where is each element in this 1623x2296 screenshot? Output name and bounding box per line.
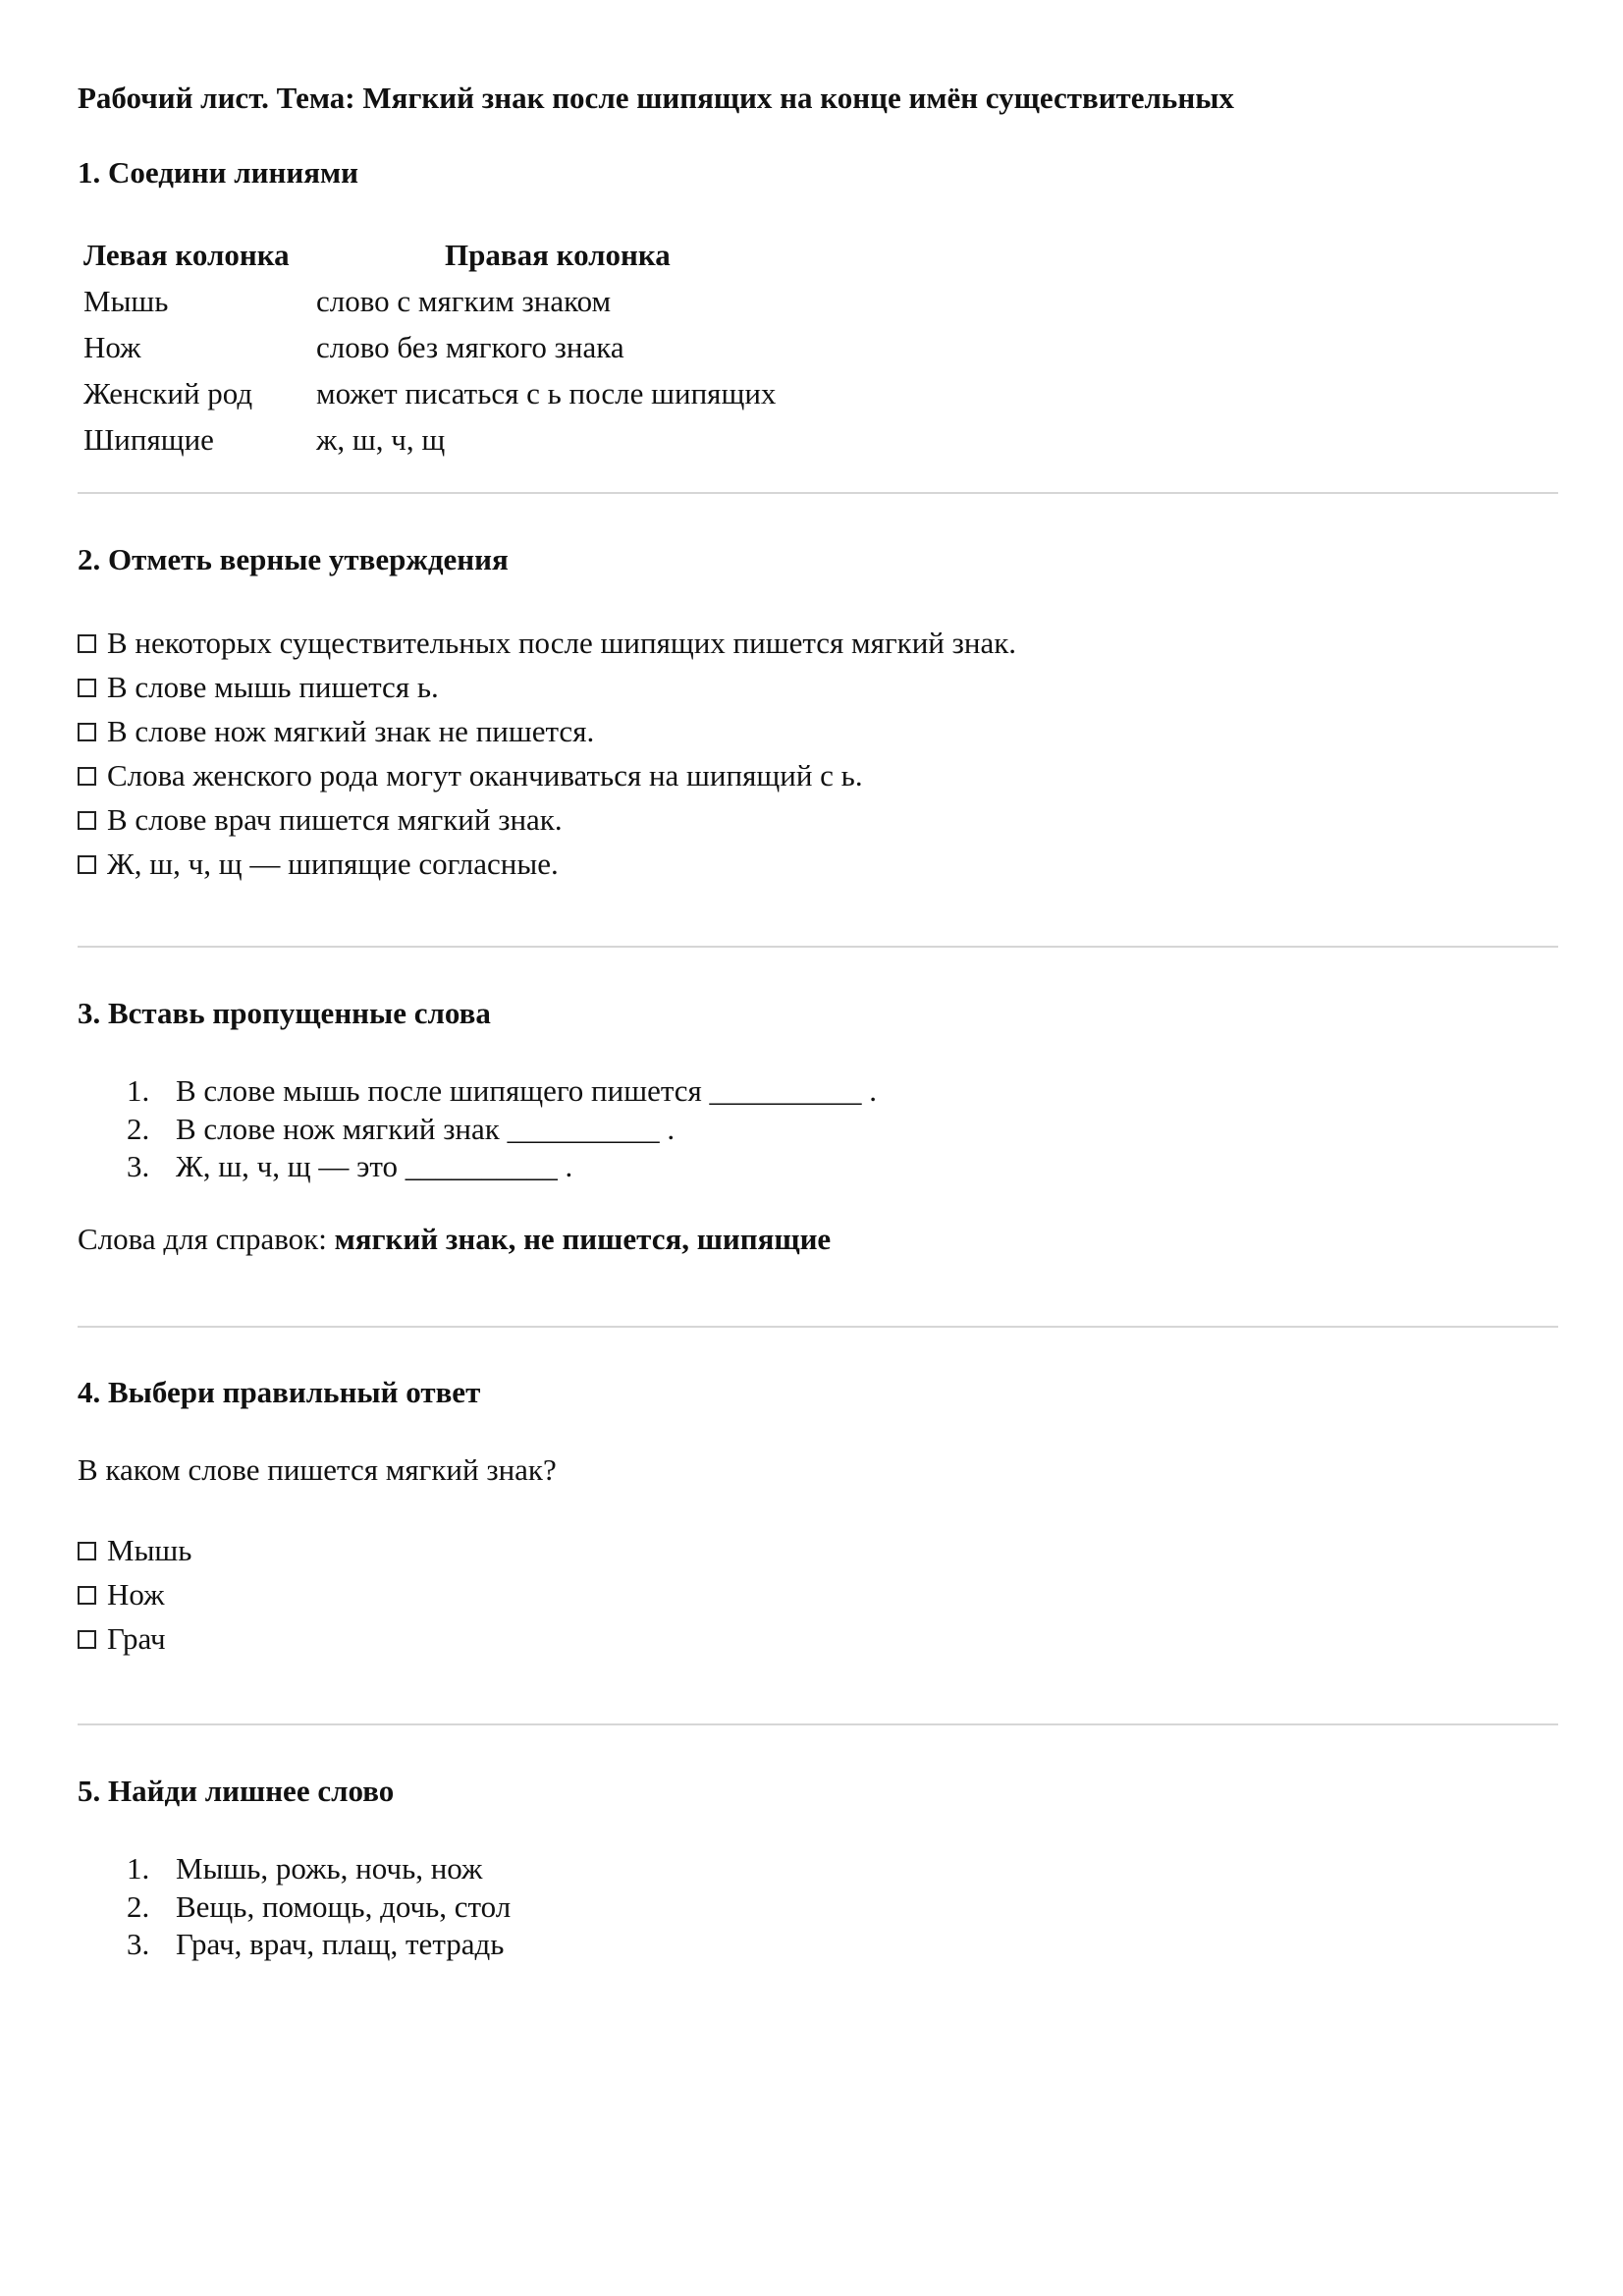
section-1-heading: 1. Соедини линиями <box>78 155 358 190</box>
page-title: Рабочий лист. Тема: Мягкий знак после шипящих на конце имён существительных <box>78 81 1234 115</box>
checkbox[interactable] <box>78 767 96 786</box>
item-text: В слове нож мягкий знак __________ . <box>176 1111 676 1146</box>
list-item[interactable] <box>78 753 1016 797</box>
left-cell: Мышь <box>83 284 169 318</box>
item-number: 3. <box>127 1149 150 1183</box>
list-item[interactable] <box>78 1616 191 1661</box>
checkbox[interactable] <box>78 679 96 697</box>
item-number: 3. <box>127 1927 150 1961</box>
left-cell: Шипящие <box>83 422 214 457</box>
divider <box>78 1723 1558 1725</box>
section-5-heading: 5. Найди лишнее слово <box>78 1774 395 1808</box>
divider <box>78 946 1558 948</box>
statement-text: В слове нож мягкий знак не пишется. <box>107 713 595 748</box>
list-item[interactable] <box>78 709 1016 753</box>
list-item[interactable] <box>78 665 1016 709</box>
checkbox[interactable] <box>78 811 96 830</box>
option-text: Нож <box>107 1576 165 1612</box>
item-text: В слове мышь после шипящего пишется __________ . <box>176 1073 878 1108</box>
list-item[interactable] <box>78 842 1016 886</box>
option-text: Мышь <box>107 1532 192 1567</box>
item-number: 2. <box>127 1111 150 1146</box>
checkbox[interactable] <box>78 634 96 653</box>
item-number: 1. <box>127 1851 150 1886</box>
statement-text: В некоторых существительных после шипящих пишется мягкий знак. <box>107 625 1017 660</box>
item-text: Грач, врач, плащ, тетрадь <box>176 1927 505 1961</box>
section-3-heading: 3. Вставь пропущенные слова <box>78 996 491 1030</box>
list-item[interactable] <box>78 1528 191 1572</box>
reference-words <box>78 1220 831 1259</box>
left-cell: Женский род <box>83 376 253 410</box>
list-item[interactable] <box>78 621 1016 665</box>
section-4-heading: 4. Выбери правильный ответ <box>78 1375 481 1409</box>
reference-label: Слова для справок: <box>78 1222 335 1256</box>
checkbox[interactable] <box>78 1586 96 1605</box>
list-item[interactable] <box>78 797 1016 842</box>
statement-text: В слове врач пишется мягкий знак. <box>107 801 563 837</box>
statement-text: Ж, ш, ч, щ — шипящие согласные. <box>107 846 559 881</box>
section-2-heading: 2. Отметь верные утверждения <box>78 542 509 576</box>
question-text: В каком слове пишется мягкий знак? <box>78 1452 557 1487</box>
right-column-header: Правая колонка <box>445 238 671 272</box>
statements-checklist <box>78 621 1016 886</box>
right-cell: ж, ш, ч, щ <box>316 422 446 457</box>
reference-words-bold: мягкий знак, не пишется, шипящие <box>334 1222 832 1256</box>
option-text: Грач <box>107 1620 166 1656</box>
divider <box>78 492 1558 494</box>
checkbox[interactable] <box>78 1542 96 1560</box>
checkbox[interactable] <box>78 1630 96 1649</box>
right-cell: может писаться с ь после шипящих <box>316 376 777 410</box>
right-cell: слово без мягкого знака <box>316 330 624 364</box>
item-text: Мышь, рожь, ночь, нож <box>176 1851 483 1886</box>
statement-text: В слове мышь пишется ь. <box>107 669 439 704</box>
checkbox[interactable] <box>78 723 96 741</box>
item-number: 1. <box>127 1073 150 1108</box>
item-text: Вещь, помощь, дочь, стол <box>176 1888 512 1924</box>
list-item[interactable] <box>78 1572 191 1616</box>
divider <box>78 1326 1558 1328</box>
statement-text: Слова женского рода могут оканчиваться на шипящий с ь. <box>107 757 863 793</box>
checkbox[interactable] <box>78 855 96 874</box>
item-number: 2. <box>127 1888 150 1924</box>
answer-options <box>78 1528 191 1661</box>
left-cell: Нож <box>83 330 141 364</box>
item-text: Ж, ш, ч, щ — это __________ . <box>176 1149 573 1183</box>
right-cell: слово с мягким знаком <box>316 284 612 318</box>
left-column-header: Левая колонка <box>83 238 290 272</box>
